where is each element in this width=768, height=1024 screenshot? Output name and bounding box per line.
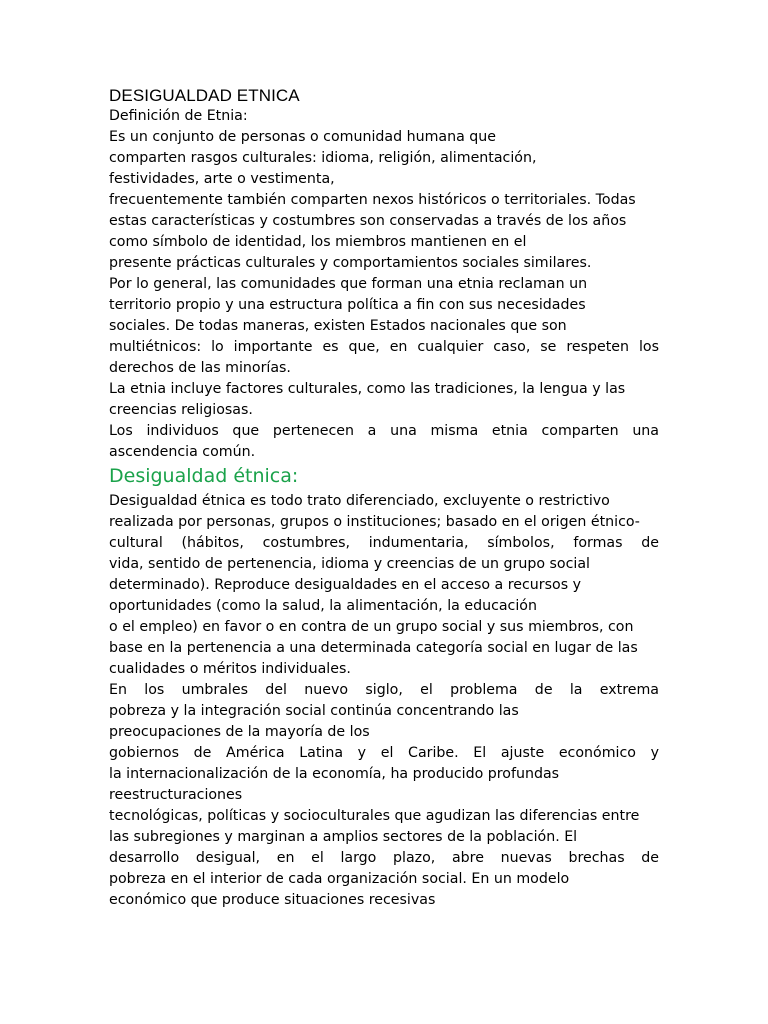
text-line: creencias religiosas. <box>109 402 253 418</box>
text-line: Desigualdad étnica es todo trato diferenciado, excluyente o restrictivo <box>109 493 610 509</box>
paragraph <box>109 379 659 421</box>
text-line: cultural (hábitos, costumbres, indumentaria, símbolos, formas de <box>109 535 659 551</box>
text-line: comparten rasgos culturales: idioma, religión, alimentación, <box>109 150 537 166</box>
text-line: las subregiones y marginan a amplios sectores de la población. El <box>109 829 578 845</box>
paragraph <box>109 421 659 463</box>
text-line: tecnológicas, políticas y socioculturales que agudizan las diferencias entre <box>109 808 640 824</box>
text-line: pobreza y la integración social continúa concentrando las <box>109 703 519 719</box>
definition-section <box>109 127 659 463</box>
text-line: económico que produce situaciones recesivas <box>109 892 436 908</box>
text-line: preocupaciones de la mayoría de los <box>109 724 370 740</box>
text-line: frecuentemente también comparten nexos históricos o territoriales. Todas <box>109 192 636 208</box>
section-heading-desigualdad-etnica: Desigualdad étnica: <box>109 465 299 487</box>
text-line: Es un conjunto de personas o comunidad humana que <box>109 129 497 145</box>
paragraph <box>109 491 659 680</box>
text-line: multiétnicos: lo importante es que, en cualquier caso, se respeten los <box>109 339 659 355</box>
paragraph <box>109 127 659 274</box>
text-line: gobiernos de América Latina y el Caribe. El ajuste económico y <box>109 745 659 761</box>
text-line: festividades, arte o vestimenta, <box>109 171 335 187</box>
text-line: oportunidades (como la salud, la alimentación, la educación <box>109 598 537 614</box>
text-line: estas características y costumbres son conservadas a través de los años <box>109 213 627 229</box>
text-line: Por lo general, las comunidades que forman una etnia reclaman un <box>109 276 588 292</box>
paragraph <box>109 680 659 911</box>
text-line: cualidades o méritos individuales. <box>109 661 351 677</box>
document-page <box>109 86 659 911</box>
text-line: En los umbrales del nuevo siglo, el problema de la extrema <box>109 682 659 698</box>
text-line: determinado). Reproduce desigualdades en el acceso a recursos y <box>109 577 581 593</box>
text-line: pobreza en el interior de cada organización social. En un modelo <box>109 871 570 887</box>
definition-subheading: Definición de Etnia: <box>109 108 248 124</box>
text-line: como símbolo de identidad, los miembros mantienen en el <box>109 234 527 250</box>
document-title: DESIGUALDAD ETNICA <box>109 86 300 105</box>
paragraph <box>109 274 659 379</box>
text-line: La etnia incluye factores culturales, como las tradiciones, la lengua y las <box>109 381 626 397</box>
text-line: Los individuos que pertenecen a una misma etnia comparten una <box>109 423 659 439</box>
text-line: vida, sentido de pertenencia, idioma y creencias de un grupo social <box>109 556 590 572</box>
text-line: o el empleo) en favor o en contra de un grupo social y sus miembros, con <box>109 619 634 635</box>
text-line: la internacionalización de la economía, ha producido profundas <box>109 766 560 782</box>
text-line: derechos de las minorías. <box>109 360 291 376</box>
inequality-section <box>109 491 659 911</box>
text-line: realizada por personas, grupos o instituciones; basado en el origen étnico- <box>109 514 640 530</box>
text-line: sociales. De todas maneras, existen Estados nacionales que son <box>109 318 567 334</box>
text-line: base en la pertenencia a una determinada categoría social en lugar de las <box>109 640 638 656</box>
text-line: ascendencia común. <box>109 444 256 460</box>
text-line: presente prácticas culturales y comportamientos sociales similares. <box>109 255 592 271</box>
text-line: desarrollo desigual, en el largo plazo, abre nuevas brechas de <box>109 850 659 866</box>
text-line: reestructuraciones <box>109 787 243 803</box>
text-line: territorio propio y una estructura política a fin con sus necesidades <box>109 297 586 313</box>
